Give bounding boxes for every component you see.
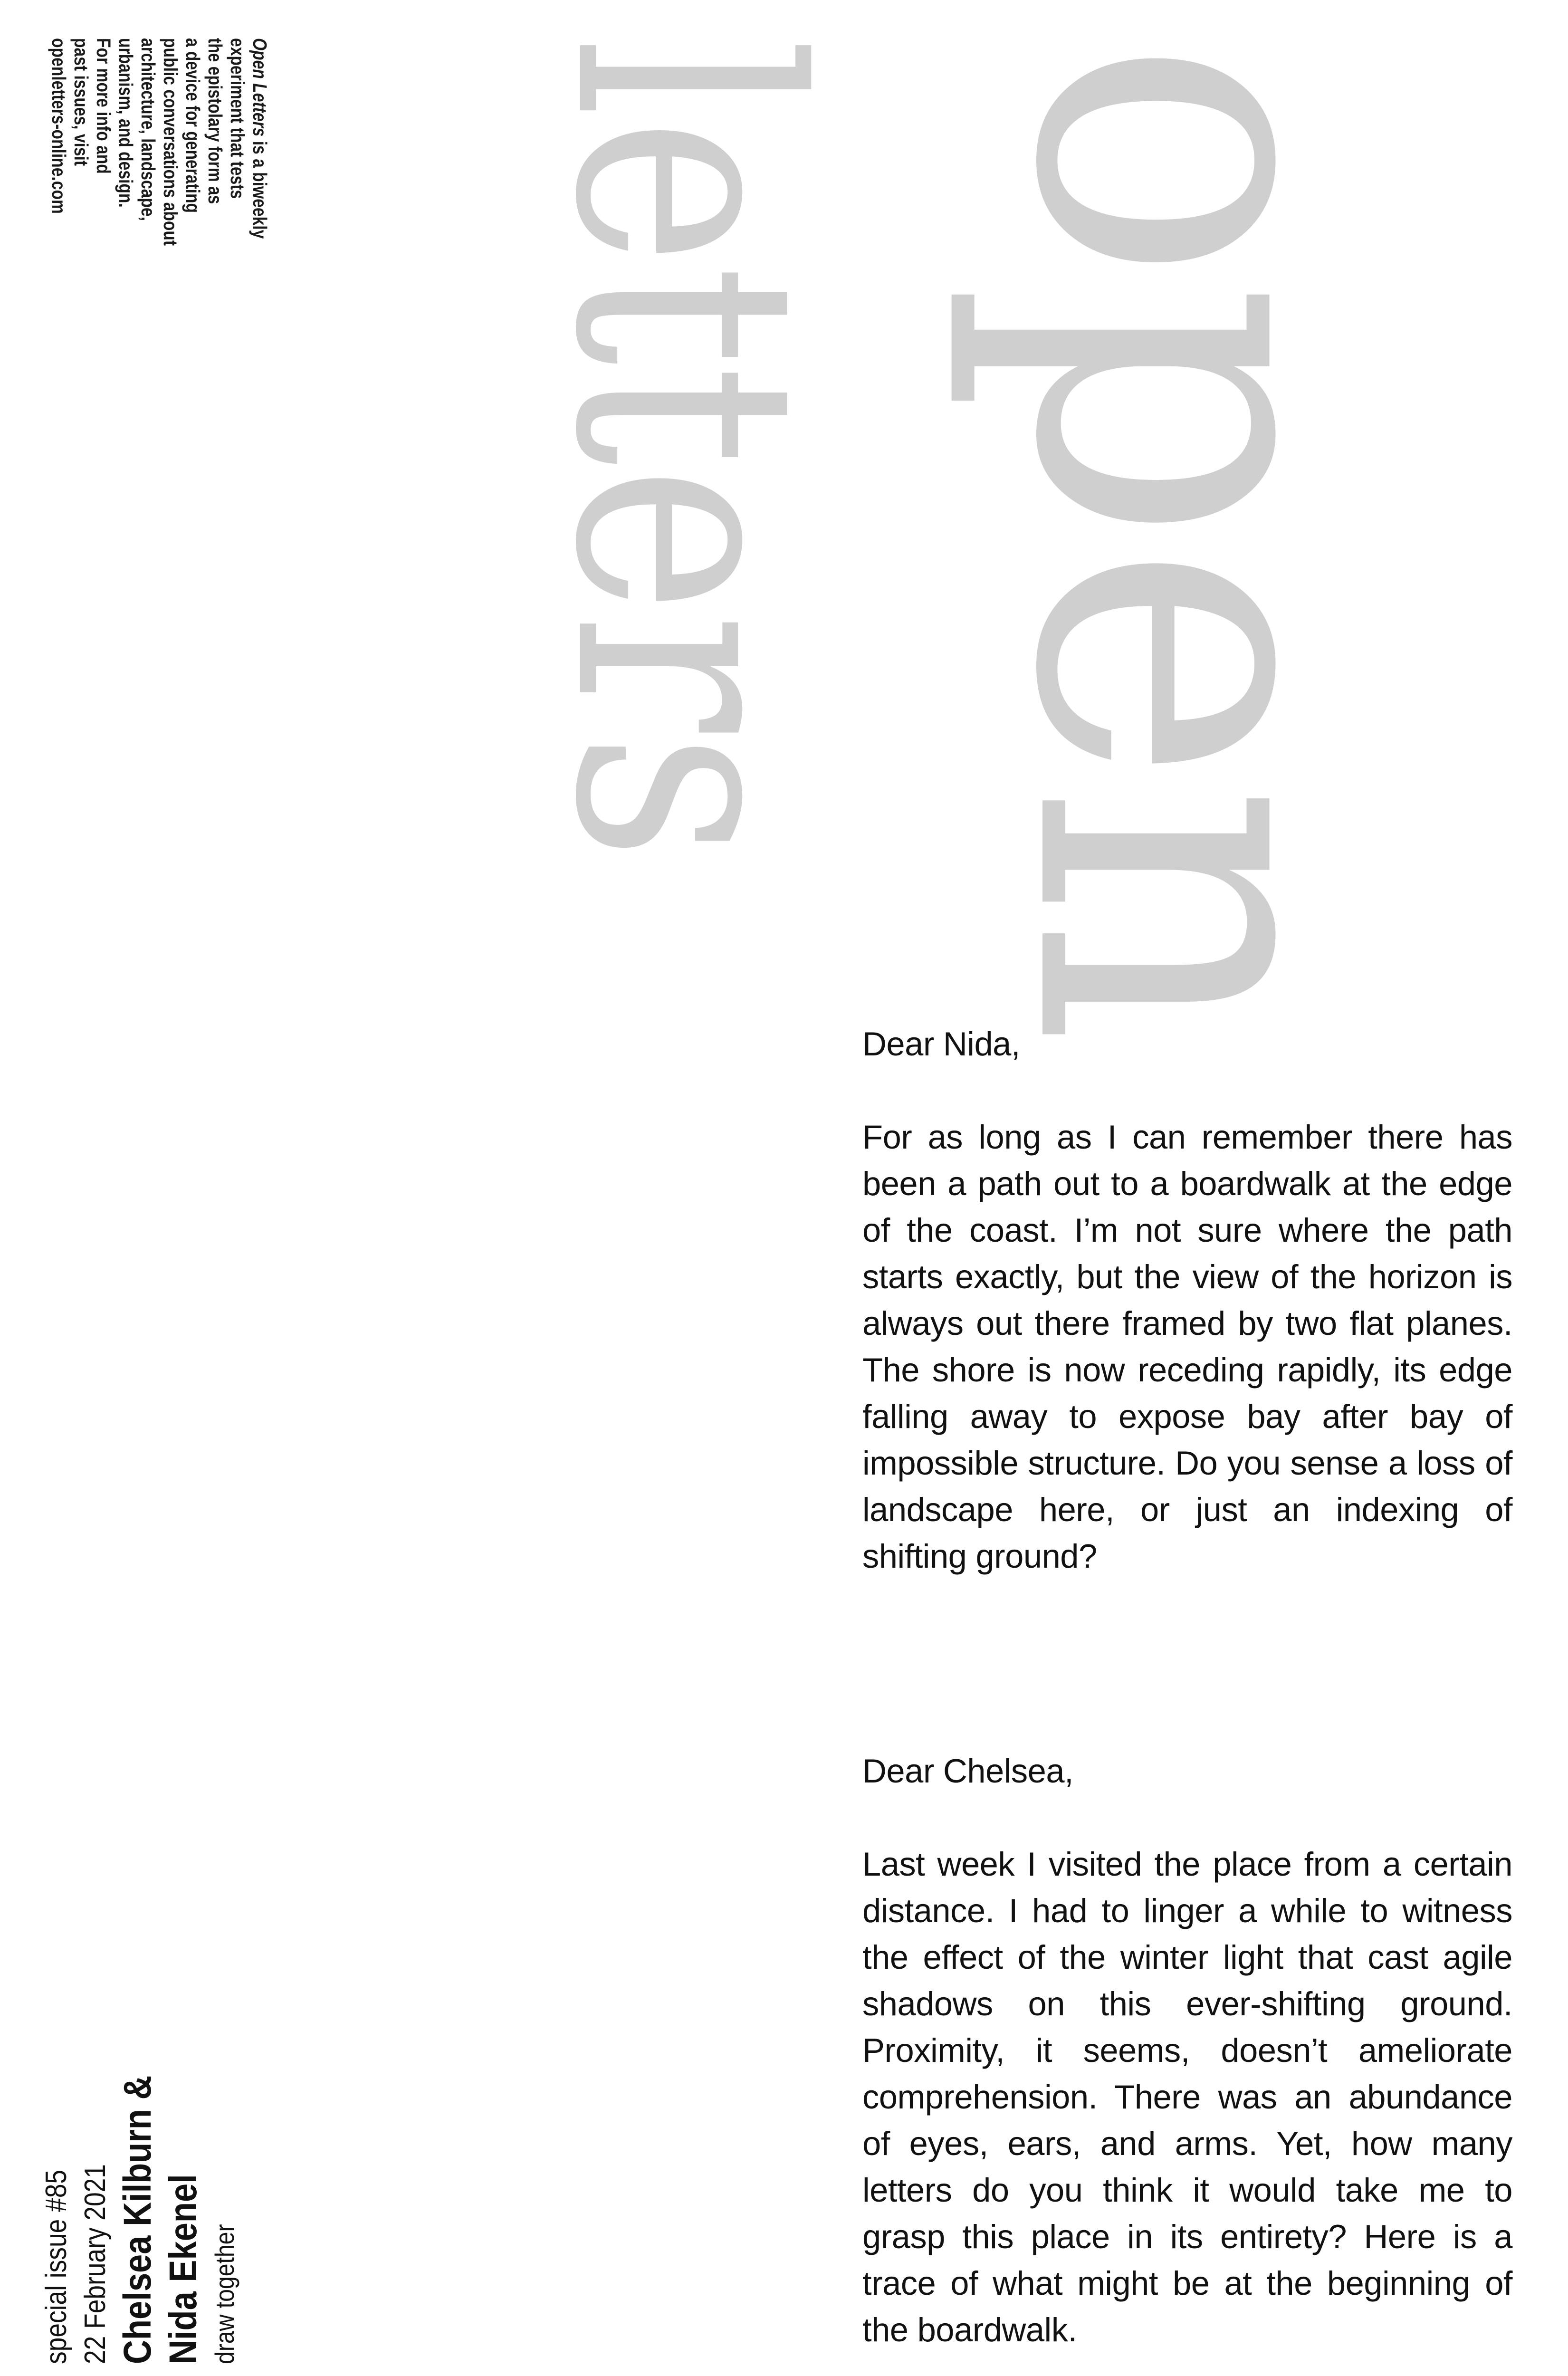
about-line-7: urbanism, and design. <box>115 38 137 208</box>
about-title: Open Letters <box>249 38 271 137</box>
issue-credits <box>37 2076 243 2364</box>
authors-line-1: Chelsea Kilburn & <box>116 2075 159 2364</box>
website-link[interactable]: openletters-online.com <box>48 38 70 214</box>
issue-date: 22 February 2021 <box>79 2164 112 2364</box>
about-line-1-rest: is a biweekly <box>249 136 271 239</box>
about-blurb-wrap <box>48 38 271 291</box>
about-line-5: public conversations about <box>160 38 182 246</box>
about-line-3: the epistolary form as <box>204 38 226 204</box>
letter-to-nida <box>862 1021 1512 1580</box>
issue-credits-wrap <box>37 2029 243 2364</box>
letter2-salutation: Dear Chelsea, <box>862 1752 1074 1790</box>
letter-to-chelsea <box>862 1748 1512 2353</box>
letter1-salutation: Dear Nida, <box>862 1025 1020 1063</box>
masthead-letters: letters <box>508 38 862 861</box>
issue-subtitle: draw together <box>210 2224 239 2364</box>
letter2-body: Last week I visited the place from a certain distance. I had to linger a while to witness the effect of the winter light that cast agile shadows on this ever-shifting ground. Proximity, it seems, doesn’t ameliorate comprehension. There was an abundance of eyes, ears, and arms. Yet, how many letters do you think it would take me to grasp this place in its entirety? Here is a trace of what might be at the beginning of the boardwalk. <box>862 1845 1512 2348</box>
about-line-9: past issues, visit <box>70 38 92 166</box>
about-line-4: a device for generating <box>182 38 204 213</box>
issue-number: special issue #85 <box>40 2169 73 2364</box>
letter1-body: For as long as I can remember there has been a path out to a boardwalk at the edge of the coast. I’m not sure where the path starts exactly, but the view of the horizon is always out there framed by two flat planes. The shore is now receding rapidly, its edge falling away to expose bay after bay of impossible structure. Do you sense a loss of landscape here, or just an indexing of shifting ground? <box>862 1118 1512 1575</box>
masthead-letters-wrap <box>508 38 862 1041</box>
about-line-6: architecture, landscape, <box>137 38 159 221</box>
about-line-1 <box>249 38 271 246</box>
about-blurb <box>48 38 271 246</box>
about-line-2: experiment that tests <box>227 38 249 199</box>
about-line-8: For more info and <box>93 38 115 174</box>
masthead-open: open <box>939 38 1448 1046</box>
authors-line-2: Nida Ekenel <box>162 2174 205 2364</box>
